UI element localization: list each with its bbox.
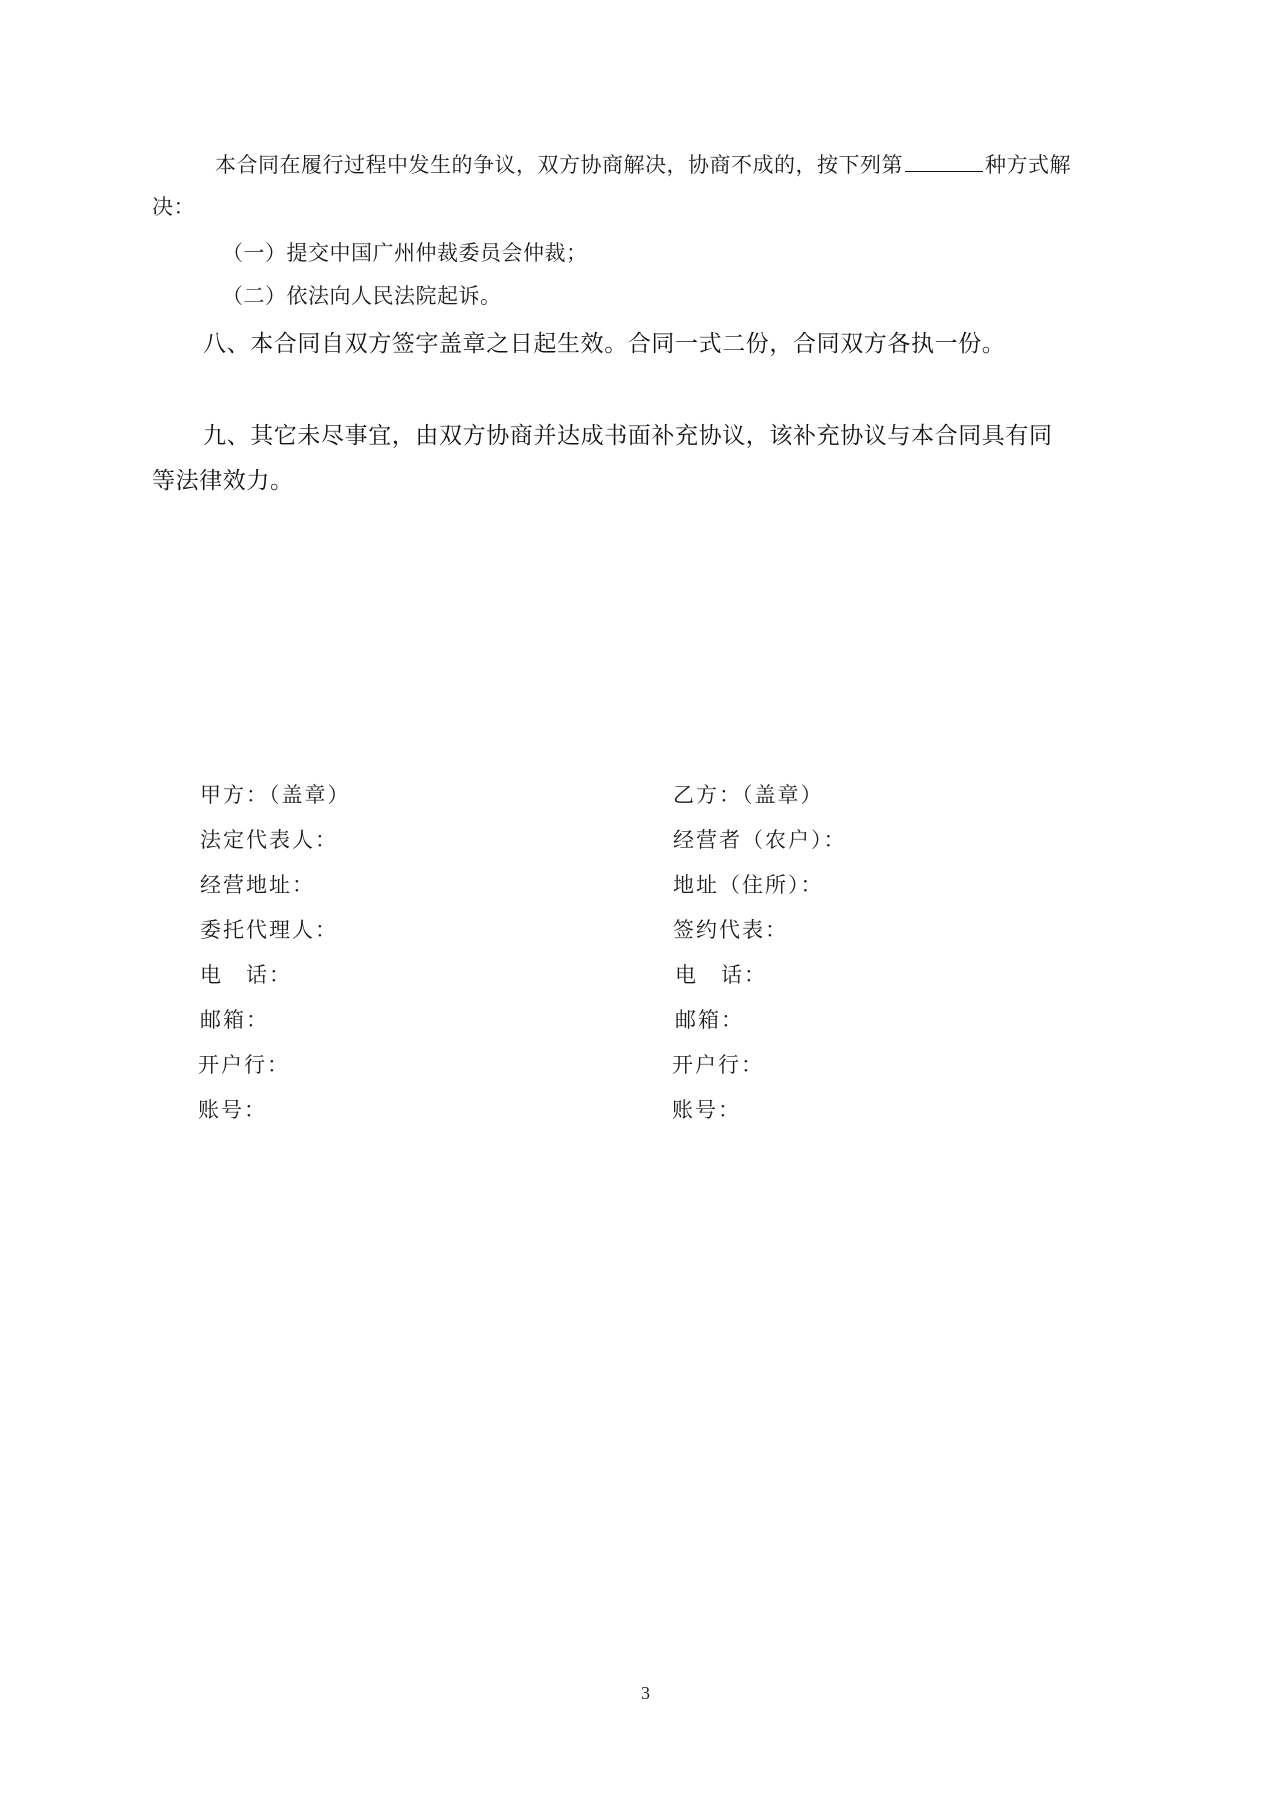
supplementary-clause-line2: 等法律效力。 <box>152 468 294 494</box>
dispute-option-court: （二）依法向人民法院起诉。 <box>222 284 502 308</box>
party-a-agent-label: 委托代理人： <box>200 918 338 942</box>
effective-clause: 八、本合同自双方签字盖章之日起生效。合同一式二份，合同双方各执一份。 <box>203 331 1006 357</box>
party-b-operator-label: 经营者（农户）： <box>673 828 847 852</box>
dispute-clause-text-end: 种方式解 <box>985 153 1071 177</box>
dispute-option-arbitration: （一）提交中国广州仲裁委员会仲裁； <box>222 241 588 265</box>
party-b-email-label: 邮箱： <box>675 1008 744 1032</box>
party-a-account-label: 账号： <box>198 1098 267 1122</box>
dispute-clause-text: 本合同在履行过程中发生的争议，双方协商解决，协商不成的，按下列第 <box>215 153 903 177</box>
dispute-clause-line2: 决： <box>152 195 195 219</box>
party-a-seal-label: 甲方：（盖章） <box>200 783 351 807</box>
party-a-email-label: 邮箱： <box>200 1008 269 1032</box>
party-b-address-label: 地址（住所）： <box>673 873 824 897</box>
party-b-account-label: 账号： <box>672 1098 741 1122</box>
party-a-address-label: 经营地址： <box>200 873 315 897</box>
page-number: 3 <box>641 1683 650 1703</box>
party-b-seal-label: 乙方：（盖章） <box>673 783 824 807</box>
party-a-legal-rep-label: 法定代表人： <box>200 828 338 852</box>
dispute-option-blank[interactable] <box>905 151 983 172</box>
party-b-signatory-label: 签约代表： <box>673 918 788 942</box>
dispute-clause-line1 <box>215 151 1071 176</box>
party-b-bank-label: 开户行： <box>672 1053 764 1077</box>
party-a-bank-label: 开户行： <box>198 1053 290 1077</box>
supplementary-clause-line1: 九、其它未尽事宜，由双方协商并达成书面补充协议，该补充协议与本合同具有同 <box>203 423 1053 449</box>
party-a-phone-label: 电 话： <box>200 963 292 987</box>
party-b-phone-label: 电 话： <box>675 963 767 987</box>
